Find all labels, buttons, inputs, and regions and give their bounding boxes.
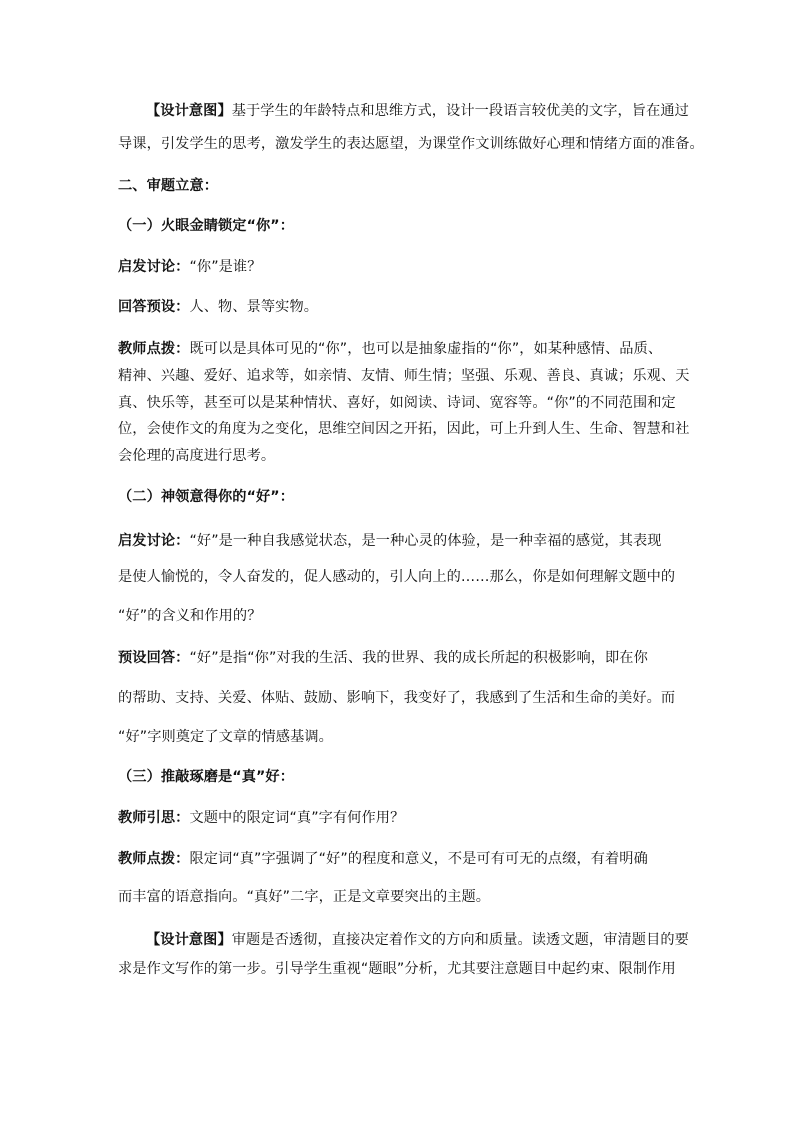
design-intent-paragraph-2-line-2: 求是作文写作的第一步。引导学生重视“题眼”分析，尤其要注意题目中起约束、限制作用 <box>118 961 676 977</box>
design-intent-label: 【设计意图】 <box>146 932 232 948</box>
answer-label: 预设回答： <box>118 650 190 666</box>
prompt-label: 教师引思： <box>118 810 190 826</box>
teacher-guidance-1-line-5: 会伦理的高度进行思考。 <box>118 448 276 464</box>
paragraph-text: 基于学生的年龄特点和思维方式，设计一段语言较优美的文字，旨在通过 <box>231 103 689 119</box>
expected-answer-1 <box>118 297 680 317</box>
answer-text: 人、物、景等实物。 <box>189 299 319 315</box>
design-intent-paragraph-1-line-2: 导课，引发学生的思考，激发学生的表达愿望，为课堂作文训练做好心理和情绪方面的准备。 <box>118 136 704 152</box>
prompt-label: 启发讨论： <box>118 533 190 549</box>
expected-answer-2-line-3: “好”字则奠定了文章的情感基调。 <box>118 729 333 745</box>
guidance-text: 既可以是具体可见的“你”，也可以是抽象虚指的“你”，如某种感情、品质、 <box>189 341 663 357</box>
expected-answer-2-line-2: 的帮助、支持、关爱、体贴、鼓励、影响下，我变好了，我感到了生活和生命的美好。而 <box>118 690 676 706</box>
teacher-guidance-1-line-3: 真、快乐等，甚至可以是某种情状、喜好，如阅读、诗词、宽容等。“你”的不同范围和定 <box>118 395 676 411</box>
teacher-guidance-1-line-4: 位，会使作文的角度为之变化，思维空间因之开拓，因此，可上升到人生、生命、智慧和社 <box>118 421 690 437</box>
subsection-heading-3: （三）推敲琢磨是“真”好： <box>118 769 295 785</box>
guidance-text: 限定词“真”字强调了“好”的程度和意义，不是可有可无的点缀，有着明确 <box>189 851 648 867</box>
teacher-prompt-3 <box>118 808 680 828</box>
teacher-guidance-3-line-2: 而丰富的语意指向。“真好”二字，正是文章要突出的主题。 <box>118 889 491 905</box>
answer-text: “好”是指“你”对我的生活、我的世界、我的成长所起的积极影响，即在你 <box>189 650 648 666</box>
prompt-text: “你”是谁？ <box>189 259 262 275</box>
prompt-text: 文题中的限定词“真”字有何作用？ <box>189 810 405 826</box>
paragraph-text: 审题是否透彻，直接决定着作文的方向和质量。读透文题，审清题目的要 <box>231 932 689 948</box>
discussion-prompt-2-line-1 <box>118 531 680 551</box>
guidance-label: 教师点拨： <box>118 851 190 867</box>
discussion-prompt-2-line-3: “好”的含义和作用的？ <box>118 608 262 624</box>
expected-answer-2-line-1 <box>118 648 680 668</box>
section-heading: 二、审题立意： <box>118 178 219 194</box>
prompt-text: “好”是一种自我感觉状态，是一种心灵的体验，是一种幸福的感觉，其表现 <box>189 533 662 549</box>
discussion-prompt-1 <box>118 257 680 277</box>
guidance-label: 教师点拨： <box>118 341 190 357</box>
design-intent-label: 【设计意图】 <box>146 103 232 119</box>
subsection-heading-2: （二）神领意得你的“好”： <box>118 489 295 505</box>
discussion-prompt-2-line-2: 是使人愉悦的，令人奋发的，促人感动的，引人向上的……那么，你是如何理解文题中的 <box>118 569 676 585</box>
teacher-guidance-1-line-1 <box>118 339 680 359</box>
prompt-label: 启发讨论： <box>118 259 190 275</box>
design-intent-paragraph-1-line-1 <box>118 101 689 121</box>
teacher-guidance-1-line-2: 精神、兴趣、爱好、追求等，如亲情、友情、师生情；坚强、乐观、善良、真诚；乐观、天 <box>118 368 690 384</box>
subsection-heading-1: （一）火眼金睛锁定“你”： <box>118 218 295 234</box>
answer-label: 回答预设： <box>118 299 190 315</box>
design-intent-paragraph-2-line-1 <box>118 930 689 950</box>
teacher-guidance-3-line-1 <box>118 849 680 869</box>
